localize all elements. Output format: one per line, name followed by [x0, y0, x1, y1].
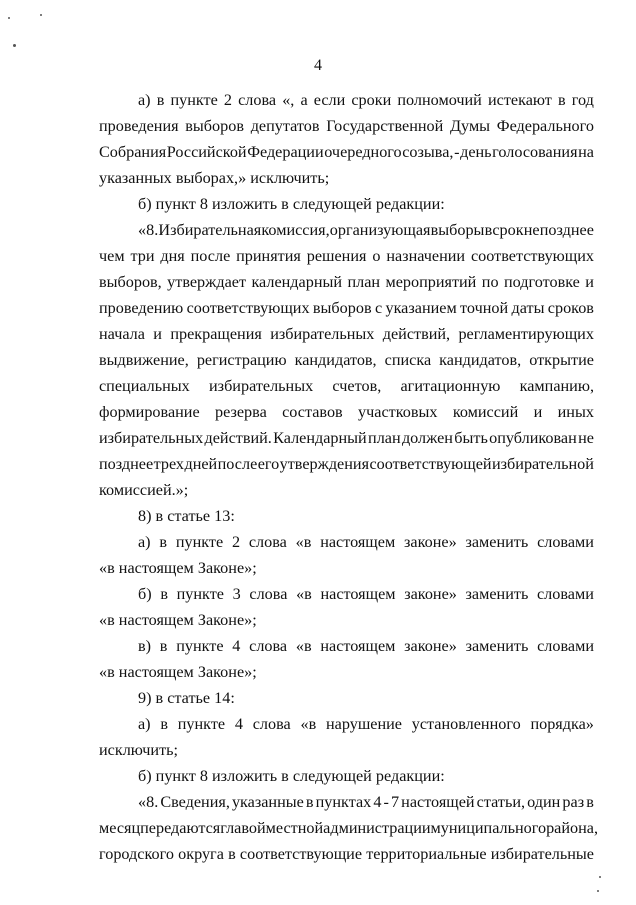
text-line: «8. Избирательная комиссия, организующая выборы в срок не позднее: [138, 221, 594, 239]
text-line: проведения выборов депутатов Государственной Думы Федерального: [99, 117, 594, 135]
text-line: месяц передаются главой местной администрации муниципального района,: [99, 819, 599, 837]
document-body: [99, 87, 599, 867]
scan-speck: [599, 876, 601, 878]
text-line: выборов, утверждает календарный план мероприятий по подготовке и: [99, 273, 594, 291]
text-line: начала и прекращения избирательных действий, регламентирующих: [99, 325, 594, 343]
text-line: а) в пункте 4 слова «в нарушение установленного порядка»: [138, 715, 594, 733]
scan-speck: [8, 17, 10, 19]
text-line: 8) в статье 13:: [138, 507, 235, 525]
text-line: «8. Сведения, указанные в пунктах 4 - 7 настоящей статьи, один раз в: [138, 793, 594, 811]
scan-speck: [13, 44, 16, 47]
text-line: Собрания Российской Федерации очередного созыва, - день голосования на: [99, 143, 594, 161]
text-line: «в настоящем Законе»;: [99, 559, 257, 577]
page-number: 4: [314, 57, 322, 74]
text-line: чем три дня после принятия решения о назначении соответствующих: [99, 247, 594, 265]
text-line: «в настоящем Законе»;: [99, 611, 257, 629]
text-line: городского округа в соответствующие территориальные избирательные: [99, 845, 594, 863]
text-line: формирование резерва составов участковых комиссий и иных: [99, 403, 594, 421]
text-line: проведению соответствующих выборов с указанием точной даты сроков: [99, 299, 594, 317]
text-line: «в настоящем Законе»;: [99, 663, 257, 681]
text-line: комиссией.»;: [99, 481, 189, 499]
text-line: а) в пункте 2 слова «в настоящем законе» заменить словами: [138, 533, 594, 551]
text-line: выдвижение, регистрацию кандидатов, списка кандидатов, открытие: [99, 351, 594, 369]
text-line: специальных избирательных счетов, агитационную кампанию,: [99, 377, 594, 395]
text-line: 9) в статье 14:: [138, 689, 235, 707]
text-line: в) в пункте 4 слова «в настоящем законе» заменить словами: [138, 637, 594, 655]
text-line: избирательных действий. Календарный план должен быть опубликован не: [99, 429, 594, 447]
text-line: исключить;: [99, 741, 179, 759]
scan-speck: [40, 14, 42, 16]
text-line: указанных выборах,» исключить;: [99, 169, 330, 187]
text-line: б) пункт 8 изложить в следующей редакции:: [138, 767, 445, 785]
text-line: позднее трех дней после его утверждения соответствующей избирательной: [99, 455, 594, 473]
text-line: а) в пункте 2 слова «, а если сроки полномочий истекают в год: [138, 91, 594, 109]
scan-speck: [597, 890, 599, 892]
text-line: б) пункт 8 изложить в следующей редакции:: [138, 195, 445, 213]
text-line: б) в пункте 3 слова «в настоящем законе» заменить словами: [138, 585, 594, 603]
